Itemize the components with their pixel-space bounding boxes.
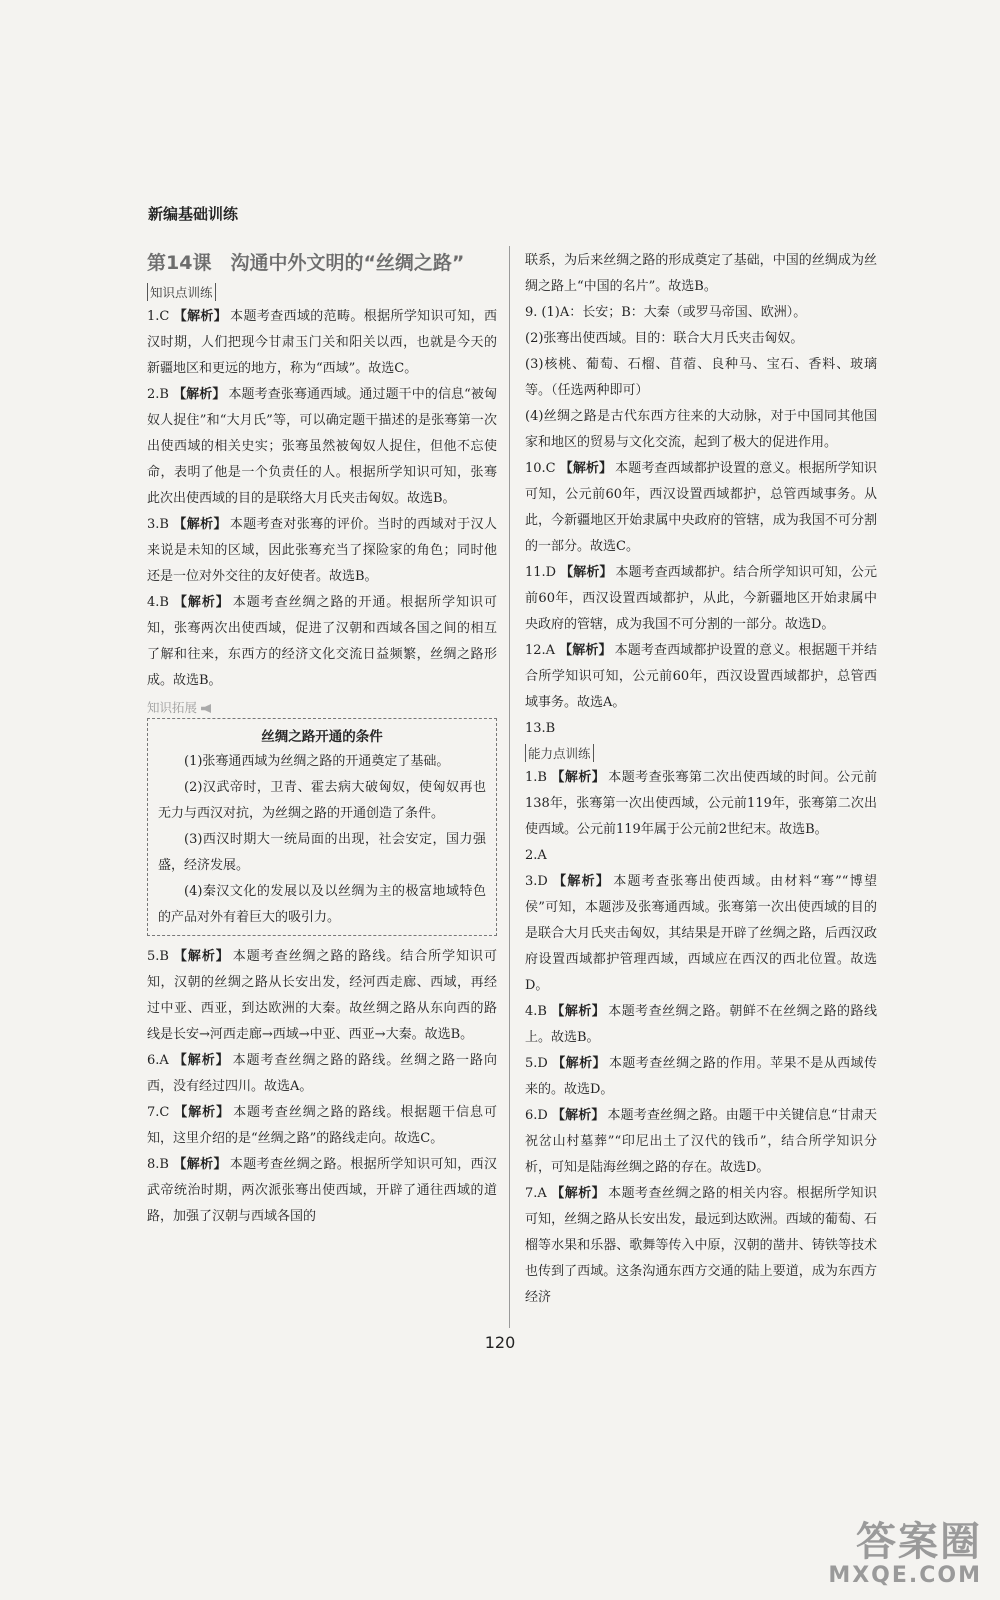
analysis-tag: 【解析】	[173, 309, 228, 324]
answer-number: 8.B	[147, 1157, 169, 1172]
answer-number: 5.D	[525, 1056, 548, 1071]
analysis-tag: 【解析】	[551, 874, 611, 889]
analysis-tag: 【解析】	[560, 565, 613, 580]
extension-para: (2)汉武帝时，卫青、霍去病大破匈奴，使匈奴再也无力与西汉对抗，为丝绸之路的开通创造了条件。	[158, 780, 486, 821]
answer-number: 7.A	[525, 1186, 547, 1201]
answer-item	[525, 999, 877, 1051]
answer-text: 本题考查丝绸之路的作用。苹果不是从西域传来的。故选D。	[525, 1056, 877, 1097]
analysis-tag: 【解析】	[551, 1108, 605, 1123]
answer-item	[525, 352, 877, 404]
analysis-tag: 【解析】	[172, 387, 226, 402]
answer-number: 1.C	[147, 309, 170, 324]
answer-item	[147, 1048, 497, 1100]
answer-text: (3)核桃、葡萄、石榴、苜蓿、良种马、宝石、香料、玻璃等。（任选两种即可）	[525, 357, 877, 398]
answer-number: 1.B	[525, 770, 547, 785]
answer-text: 本题考查西域都护。结合所学知识可知，公元前60年，西汉设置西域都护，从此，今新疆地区开始隶属中央政府的管辖，成为我国不可分割的一部分。故选D。	[525, 565, 877, 632]
analysis-tag: 【解析】	[550, 770, 606, 785]
answer-item	[147, 304, 497, 382]
answer-item	[525, 1181, 877, 1311]
answer-number: 11.D	[525, 565, 557, 580]
answer-item	[147, 944, 497, 1048]
answer-number: 6.D	[525, 1108, 548, 1123]
continued-answer: 联系，为后来丝绸之路的形成奠定了基础，中国的丝绸成为丝绸之路上“中国的名片”。故选B。	[525, 253, 877, 294]
right-items-2	[525, 765, 877, 1311]
left-column	[147, 248, 497, 1230]
extension-box	[147, 718, 497, 936]
extension-title: 丝绸之路开通的条件	[261, 729, 383, 745]
analysis-tag: 【解析】	[550, 1004, 606, 1019]
answer-text: 本题考查西域都护设置的意义。根据所学知识可知，公元前60年，西汉设置西域都护，总管西域事务。从此，今新疆地区开始隶属中央政府的管辖，成为我国不可分割的一部分。故选C。	[525, 461, 877, 554]
answer-number: 13.B	[525, 721, 556, 736]
section-label-ability: 能力点训练	[525, 744, 594, 762]
answer-text: 本题考查西域的范畴。根据所学知识可知，西汉时期，人们把现今甘肃玉门关和阳关以西，也就是今天的新疆地区和更远的地方，称为“西域”。故选C。	[147, 309, 497, 376]
answer-text: (2)张骞出使西域。目的：联合大月氏夹击匈奴。	[525, 331, 804, 346]
speaker-icon	[201, 704, 211, 713]
answer-text: 本题考查丝绸之路的开通。根据所学知识可知，张骞两次出使西域，促进了汉朝和西域各国之间的相互了解和往来，东西方的经济文化交流日益频繁，丝绸之路形成。故选B。	[147, 595, 497, 688]
answer-number: 2.B	[147, 387, 169, 402]
answer-number: 9.	[525, 305, 538, 320]
answer-number: 6.A	[147, 1053, 169, 1068]
answer-item	[147, 382, 497, 512]
analysis-tag: 【解析】	[172, 1053, 230, 1068]
analysis-tag: 【解析】	[172, 517, 227, 532]
analysis-tag: 【解析】	[559, 643, 612, 658]
answer-item	[525, 404, 877, 456]
answer-item	[525, 765, 877, 843]
answer-text: (4)丝绸之路是古代东西方往来的大动脉，对于中国同其他国家和地区的贸易与文化交流，起到了极大的促进作用。	[525, 409, 877, 450]
analysis-tag: 【解析】	[559, 461, 613, 476]
answer-item	[525, 1051, 877, 1103]
answer-item	[525, 560, 877, 638]
series-title: 新编基础训练	[148, 205, 239, 223]
left-items-2	[147, 944, 497, 1230]
answer-text: 本题考查丝绸之路的路线。结合所学知识可知，汉朝的丝绸之路从长安出发，经河西走廊、西域，再经过中亚、西亚，到达欧洲的大秦。故丝绸之路从东向西的路线是长安→河西走廊→西域→中亚、西亚→大秦。故选B。	[147, 949, 497, 1042]
answer-item	[525, 1103, 877, 1181]
answer-text: 本题考查西域都护设置的意义。根据题干并结合所学知识可知，公元前60年，西汉设置西域都护，总管西域事务。故选A。	[525, 643, 877, 710]
answer-number: 5.B	[147, 949, 169, 964]
answer-number: 3.D	[525, 874, 548, 889]
answer-item	[525, 326, 877, 352]
answer-item	[525, 843, 877, 869]
analysis-tag: 【解析】	[172, 1157, 227, 1172]
extension-para: (4)秦汉文化的发展以及以丝绸为主的极富地域特色的产品对外有着巨大的吸引力。	[158, 884, 486, 925]
answer-number: 7.C	[147, 1105, 170, 1120]
answer-item	[525, 638, 877, 716]
answer-number: 4.B	[525, 1004, 547, 1019]
answer-item	[147, 512, 497, 590]
answer-text: (1)A：长安；B：大秦（或罗马帝国、欧洲）。	[541, 305, 807, 320]
watermark-logo: 答案圈	[856, 1519, 982, 1565]
right-column	[525, 248, 877, 1311]
answer-item	[525, 869, 877, 999]
answer-text: 本题考查张骞通西域。通过题干中的信息“被匈奴人捉住”和“大月氏”等，可以确定题干描述的是张骞第一次出使西域的相关史实；张骞虽然被匈奴人捉住，但他不忘使命，表明了他是一个负责任的人。根据所学知识可知，张骞此次出使西域的目的是联络大月氏夹击匈奴。故选B。	[147, 387, 497, 506]
lesson-title: 第14课 沟通中外文明的“丝绸之路”	[147, 252, 465, 274]
answer-item	[147, 590, 497, 694]
column-divider	[509, 246, 510, 1328]
answer-text: 本题考查张骞第二次出使西域的时间。公元前138年，张骞第一次出使西域，公元前119年，张骞第二次出使西域。公元前119年属于公元前2世纪末。故选B。	[525, 770, 877, 837]
extension-label: 知识拓展	[147, 698, 497, 716]
page-number: 120	[484, 1333, 516, 1352]
answer-text: 本题考查丝绸之路。根据所学知识可知，西汉武帝统治时期，两次派张骞出使西域，开辟了通往西域的道路，加强了汉朝与西域各国的	[147, 1157, 497, 1224]
analysis-tag: 【解析】	[551, 1056, 606, 1071]
analysis-tag: 【解析】	[550, 1186, 606, 1201]
watermark	[828, 1521, 982, 1588]
left-items	[147, 304, 497, 694]
section-label-knowledge: 知识点训练	[147, 283, 216, 301]
answer-number: 3.B	[147, 517, 169, 532]
watermark-url: MXQE.COM	[828, 1563, 982, 1588]
extension-para: (1)张骞通西域为丝绸之路的开通奠定了基础。	[184, 754, 450, 769]
analysis-tag: 【解析】	[172, 595, 230, 610]
extension-para: (3)西汉时期大一统局面的出现，社会安定，国力强盛，经济发展。	[158, 832, 486, 873]
answer-item	[147, 1152, 497, 1230]
answer-text: 本题考查丝绸之路的路线。丝绸之路一路向西，没有经过四川。故选A。	[147, 1053, 497, 1094]
answer-text: 本题考查丝绸之路。由题干中关键信息“甘肃天祝岔山村墓葬”“印尼出土了汉代的钱币”，结合所学知识分析，可知是陆海丝绸之路的存在。故选D。	[525, 1108, 877, 1175]
answer-text: 本题考查丝绸之路。朝鲜不在丝绸之路的路线上。故选B。	[525, 1004, 877, 1045]
analysis-tag: 【解析】	[173, 1105, 231, 1120]
answer-text: 本题考查张骞出使西域。由材料“骞”“博望侯”可知，本题涉及张骞通西域。张骞第一次出使西域的目的是联合大月氏夹击匈奴，其结果是开辟了丝绸之路，后西汉政府设置西域都护管理西域，西域应在西汉的西北位置。故选D。	[525, 874, 877, 993]
answer-number: 4.B	[147, 595, 169, 610]
answer-item	[147, 1100, 497, 1152]
answer-item	[525, 456, 877, 560]
answer-number: 12.A	[525, 643, 556, 658]
answer-number: 2.A	[525, 848, 547, 863]
answer-text: 本题考查对张骞的评价。当时的西域对于汉人来说是未知的区域，因此张骞充当了探险家的角色；同时他还是一位对外交往的友好使者。故选B。	[147, 517, 497, 584]
answer-text: 本题考查丝绸之路的相关内容。根据所学知识可知，丝绸之路从长安出发，最远到达欧洲。西域的葡萄、石榴等水果和乐器、歌舞等传入中原，汉朝的凿井、铸铁等技术也传到了西域。这条沟通东西方交通的陆上要道，成为东西方经济	[525, 1186, 877, 1305]
answer-item	[525, 300, 877, 326]
answer-item	[525, 716, 877, 742]
answer-number: 10.C	[525, 461, 556, 476]
right-items	[525, 300, 877, 742]
analysis-tag: 【解析】	[172, 949, 230, 964]
answer-text: 本题考查丝绸之路的路线。根据题干信息可知，这里介绍的是“丝绸之路”的路线走向。故选C。	[147, 1105, 497, 1146]
